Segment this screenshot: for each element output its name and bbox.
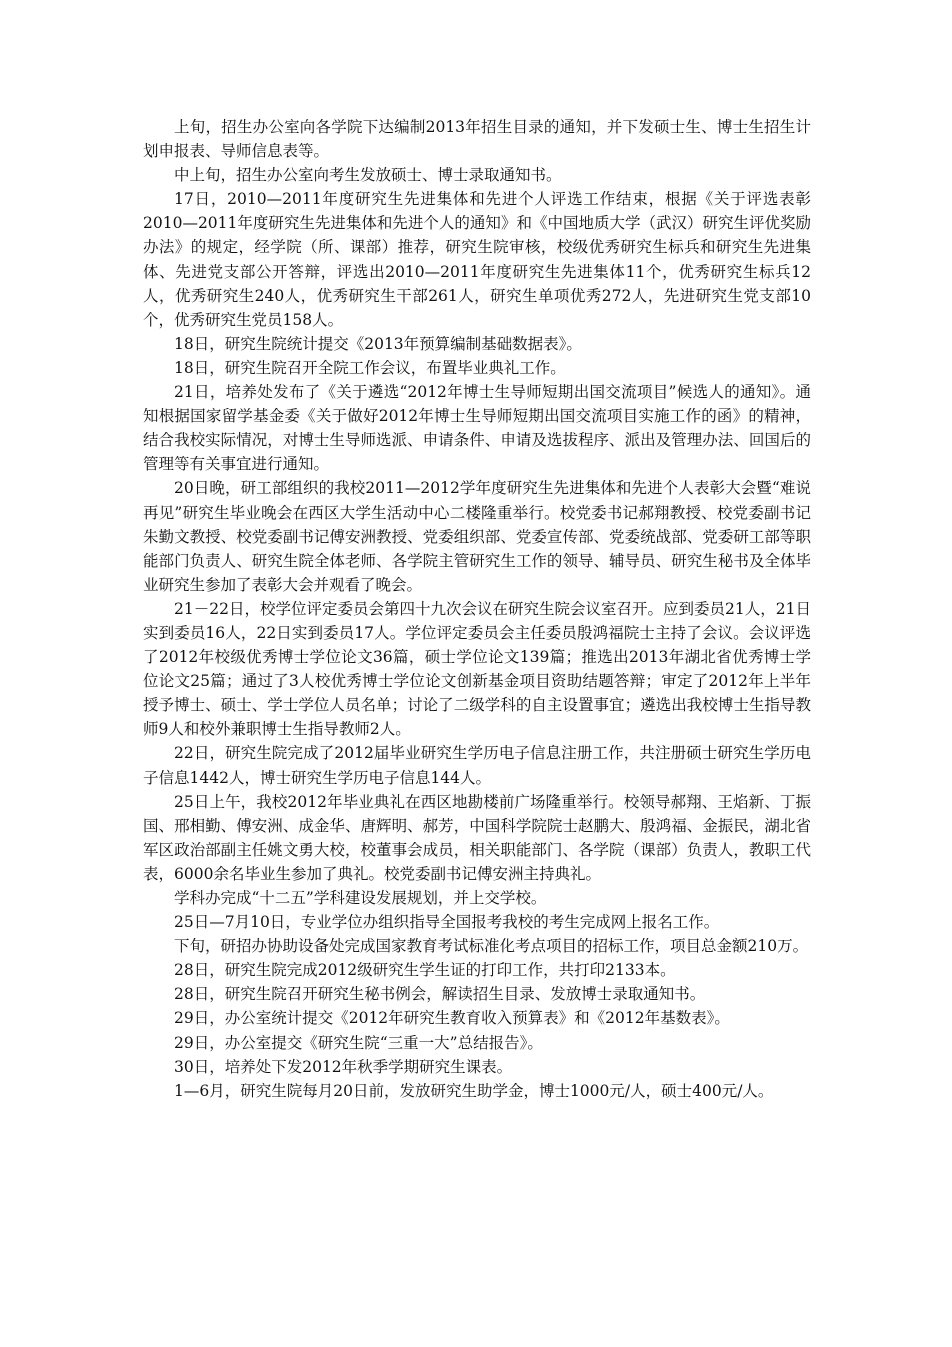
- paragraph: 17日，2010—2011年度研究生先进集体和先进个人评选工作结束，根据《关于评选表彰2010—2011年度研究生先进集体和先进个人的通知》和《中国地质大学（武汉）研究生评优奖励办法》的规定，经学院（所、课部）推荐，研究生院审核，校级优秀研究生标兵和研究生先进集体、先进党支部公开答辩，评选出2010—2011年度研究生先进集体11个，优秀研究生标兵12人，优秀研究生240人，优秀研究生干部261人，研究生单项优秀272人，先进研究生党支部10个，优秀研究生党员158人。: [143, 190, 811, 329]
- paragraph: 学科办完成“十二五”学科建设发展规划，并上交学校。: [174, 889, 547, 907]
- paragraph: 21－22日，校学位评定委员会第四十九次会议在研究生院会议室召开。应到委员21人，21日实到委员16人，22日实到委员17人。学位评定委员会主任委员殷鸿福院士主持了会议。会议评选了2012年校级优秀博士学位论文36篇，硕士学位论文139篇；推选出2013年湖北省优秀博士学位论文25篇；通过了3人校优秀博士学位论文创新基金项目资助结题答辩；审定了2012年上半年授予博士、硕士、学士学位人员名单；讨论了二级学科的自主设置事宜；遴选出我校博士生指导教师9人和校外兼职博士生指导教师2人。: [143, 599, 811, 739]
- paragraph: 22日，研究生院完成了2012届毕业研究生学历电子信息注册工作，共注册硕士研究生学历电子信息1442人，博士研究生学历电子信息144人。: [143, 744, 811, 787]
- paragraph: 25日—7月10日，专业学位办组织指导全国报考我校的考生完成网上报名工作。: [174, 913, 720, 932]
- paragraph: 18日，研究生院统计提交《2013年预算编制基础数据表》。: [174, 334, 582, 353]
- paragraph: 18日，研究生院召开全院工作会议，布置毕业典礼工作。: [174, 358, 566, 377]
- paragraph: 28日，研究生院召开研究生秘书例会，解读招生目录、发放博士录取通知书。: [174, 985, 706, 1004]
- paragraph: 中上旬，招生办公室向考生发放硕士、博士录取通知书。: [174, 166, 562, 185]
- paragraph: 下旬，研招办协助设备处完成国家教育考试标准化考点项目的招标工作，项目总金额210万。: [174, 937, 809, 956]
- paragraph: 21日，培养处发布了《关于遴选“2012年博士生导师短期出国交流项目”候选人的通知》。通知根据国家留学基金委《关于做好2012年博士生导师短期出国交流项目实施工作的函》的精神，结合我校实际情况，对博士生导师选派、申请条件、申请及选拔程序、派出及管理办法、回国后的管理等有关事宜进行通知。: [143, 383, 811, 474]
- paragraph: 20日晚，研工部组织的我校2011—2012学年度研究生先进集体和先进个人表彰大会暨“难说再见”研究生毕业晚会在西区大学生活动中心二楼隆重举行。校党委书记郝翔教授、校党委副书记朱勤文教授、校党委副书记傅安洲教授、党委组织部、党委宣传部、党委统战部、党委研工部等职能部门负责人、研究生院全体老师、各学院主管研究生工作的领导、辅导员、研究生秘书及全体毕业研究生参加了表彰大会并观看了晚会。: [143, 479, 811, 594]
- paragraph: 28日，研究生院完成2012级研究生学生证的打印工作，共打印2133本。: [174, 961, 676, 980]
- paragraph: 1—6月，研究生院每月20日前，发放研究生助学金，博士1000元/人，硕士400元/人。: [174, 1081, 774, 1100]
- document-body: [143, 115, 811, 1103]
- paragraph: 29日，办公室提交《研究生院“三重一大”总结报告》。: [174, 1033, 543, 1052]
- paragraph: 上旬，招生办公室向各学院下达编制2013年招生目录的通知，并下发硕士生、博士生招生计划申报表、导师信息表等。: [143, 118, 811, 161]
- paragraph: 25日上午，我校2012年毕业典礼在西区地勘楼前广场隆重举行。校领导郝翔、王焰新、丁振国、邢相勤、傅安洲、成金华、唐辉明、郝芳，中国科学院院士赵鹏大、殷鸿福、金振民，湖北省军区政治部副主任姚文勇大校，校董事会成员，相关职能部门、各学院（课部）负责人，教职工代表，6000余名毕业生参加了典礼。校党委副书记傅安洲主持典礼。: [143, 792, 811, 883]
- paragraph: 29日，办公室统计提交《2012年研究生教育收入预算表》和《2012年基数表》。: [174, 1009, 730, 1028]
- paragraph: 30日，培养处下发2012年秋季学期研究生课表。: [174, 1057, 513, 1076]
